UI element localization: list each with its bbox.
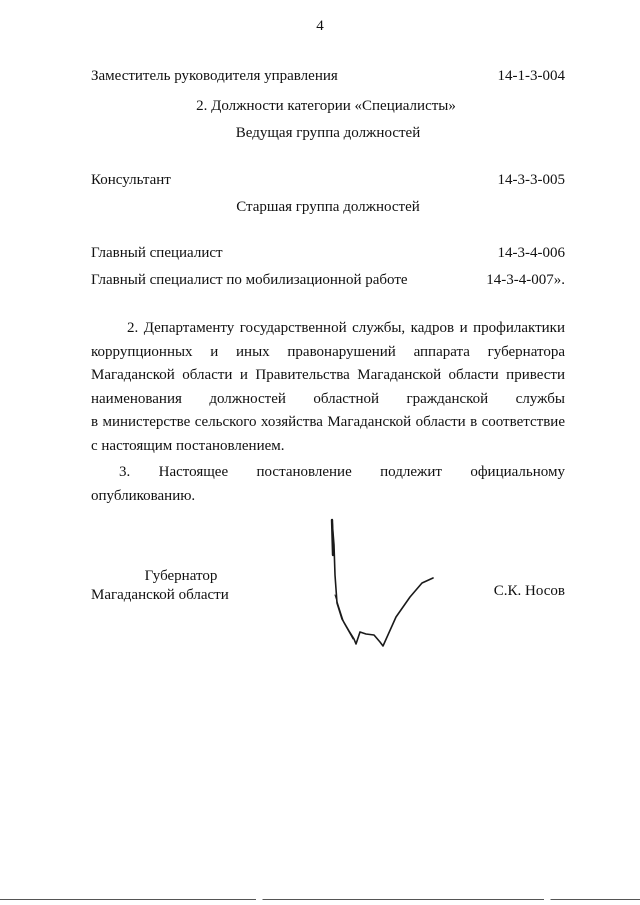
paragraph-line: с настоящим постановлением.	[91, 437, 285, 454]
position-code: 14-3-4-007».	[486, 272, 565, 288]
position-row	[91, 68, 565, 88]
position-code: 14-3-3-005	[497, 172, 565, 188]
paragraph-2	[91, 317, 565, 459]
position-code: 14-3-4-006	[497, 245, 565, 261]
paragraph-line: в министерстве сельского хозяйства Магаданской области в соответствие	[91, 414, 565, 431]
paragraph-3	[91, 461, 565, 508]
group-heading-lead: Ведущая группа должностей	[235, 125, 421, 141]
position-title: Главный специалист по мобилизационной работе	[91, 272, 408, 288]
group-heading-senior: Старшая группа должностей	[236, 199, 420, 215]
position-row	[91, 245, 565, 265]
paragraph-line: коррупционных и иных правонарушений аппарата губернатора	[91, 343, 565, 360]
signatory-title	[91, 567, 251, 605]
position-title: Консультант	[91, 172, 171, 188]
handwritten-signature	[318, 515, 448, 655]
position-title: Главный специалист	[91, 245, 223, 261]
position-title: Заместитель руководителя управления	[91, 68, 338, 84]
paragraph-line: наименования должностей областной гражданской службы	[91, 390, 565, 407]
paragraph-line: Магаданской области и Правительства Магаданской области привести	[91, 367, 565, 384]
position-row	[91, 172, 565, 192]
signatory-title-line: Магаданской области	[91, 587, 229, 603]
position-row	[91, 272, 565, 292]
paragraph-line: 2. Департаменту государственной службы, кадров и профилактики	[127, 320, 565, 336]
paragraph-line: 3. Настоящее постановление подлежит официальному	[119, 464, 565, 480]
section-heading: 2. Должности категории «Специалисты»	[196, 98, 456, 114]
page-number: 4	[316, 18, 324, 34]
paragraph-line: опубликованию.	[91, 487, 196, 504]
position-code: 14-1-3-004	[497, 68, 565, 84]
signatory-title-line: Губернатор	[144, 568, 218, 584]
signatory-name: С.К. Носов	[493, 583, 565, 599]
page-bottom-rule	[0, 899, 640, 900]
